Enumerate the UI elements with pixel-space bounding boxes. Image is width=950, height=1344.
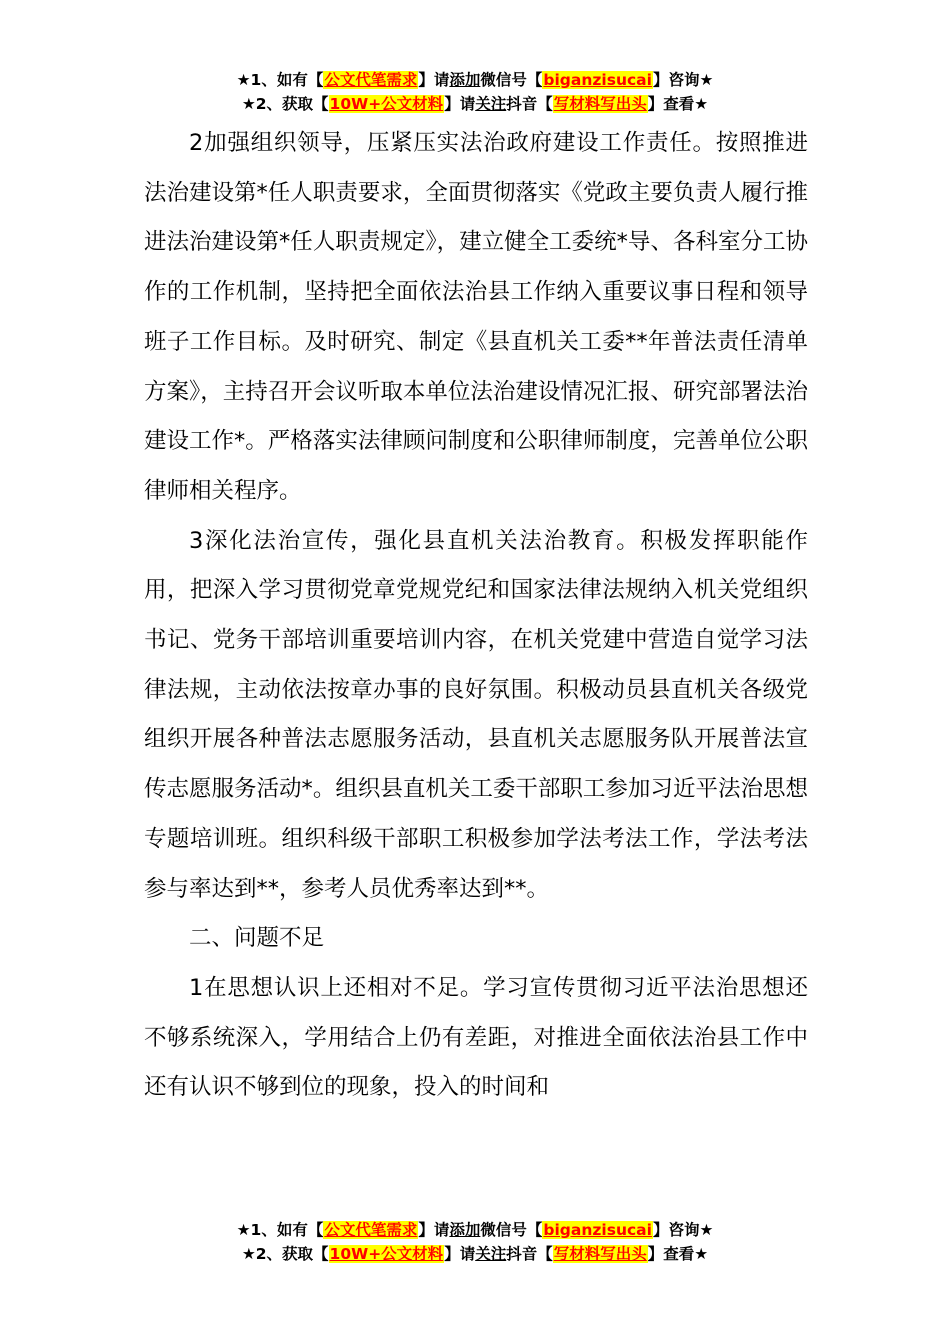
banner-text: ★1、如有【 — [236, 1221, 324, 1239]
banner-line-1 — [0, 68, 950, 92]
footer-banner — [0, 1218, 950, 1266]
banner-underline: 关注 — [475, 1245, 507, 1263]
banner-text: 】请 — [418, 71, 450, 89]
banner-underline: 关注 — [475, 95, 507, 113]
banner-text: 】请 — [444, 95, 476, 113]
banner-text: 】请 — [418, 1221, 450, 1239]
banner-highlight: 写材料写出头 — [553, 95, 647, 113]
banner-highlight: biganzisucai — [543, 1221, 652, 1239]
banner-text: ★1、如有【 — [236, 71, 324, 89]
banner-highlight: 公文代笔需求 — [324, 71, 418, 89]
banner-underline: 添加 — [449, 71, 481, 89]
section-heading: 二、问题不足 — [189, 925, 325, 952]
banner-line-2 — [0, 92, 950, 116]
banner-text: 抖音【 — [506, 95, 553, 113]
document-body — [144, 119, 808, 1113]
banner-highlight: 写材料写出头 — [553, 1245, 647, 1263]
paragraph: 3深化法治宣传，强化县直机关法治教育。积极发挥职能作用，把深入学习贯彻党章党规党纪和国家法律法规纳入机关党组织书记、党务干部培训重要培训内容，在机关党建中营造自觉学习法律法规，主动依法按章办事的良好氛围。积极动员县直机关各级党组织开展各种普法志愿服务活动，县直机关志愿服务队开展普法宣传志愿服务活动*。组织县直机关工委干部职工参加习近平法治思想专题培训班。组织科级干部职工积极参加学法考法工作，学法考法参与率达到**，参考人员优秀率达到**。 — [144, 527, 808, 902]
header-banner — [0, 68, 950, 116]
banner-highlight: biganzisucai — [543, 71, 652, 89]
banner-underline: 添加 — [449, 1221, 481, 1239]
banner-line-1 — [0, 1218, 950, 1242]
banner-text: 】咨询★ — [652, 71, 714, 89]
banner-text: ★2、获取【 — [241, 1245, 329, 1263]
banner-text: 】查看★ — [647, 95, 709, 113]
banner-highlight: 10W+公文材料 — [329, 1245, 444, 1263]
banner-text: 微信号【 — [480, 71, 543, 89]
banner-text: 微信号【 — [480, 1221, 543, 1239]
banner-text: 】查看★ — [647, 1245, 709, 1263]
banner-line-2 — [0, 1242, 950, 1266]
banner-highlight: 公文代笔需求 — [324, 1221, 418, 1239]
banner-text: 】咨询★ — [652, 1221, 714, 1239]
banner-text: ★2、获取【 — [241, 95, 329, 113]
paragraph: 2加强组织领导，压紧压实法治政府建设工作责任。按照推进法治建设第*任人职责要求，全面贯彻落实《党政主要负责人履行推进法治建设第*任人职责规定》，建立健全工委统*导、各科室分工协作的工作机制，坚持把全面依法治县工作纳入重要议事日程和领导班子工作目标。及时研究、制定《县直机关工委**年普法责任清单方案》，主持召开会议听取本单位法治建设情况汇报、研究部署法治建设工作*。严格落实法律顾问制度和公职律师制度，完善单位公职律师相关程序。 — [144, 130, 808, 504]
banner-text: 抖音【 — [506, 1245, 553, 1263]
banner-highlight: 10W+公文材料 — [329, 95, 444, 113]
banner-text: 】请 — [444, 1245, 476, 1263]
paragraph: 1在思想认识上还相对不足。学习宣传贯彻习近平法治思想还不够系统深入，学用结合上仍有差距，对推进全面依法治县工作中还有认识不够到位的现象，投入的时间和 — [144, 974, 808, 1101]
